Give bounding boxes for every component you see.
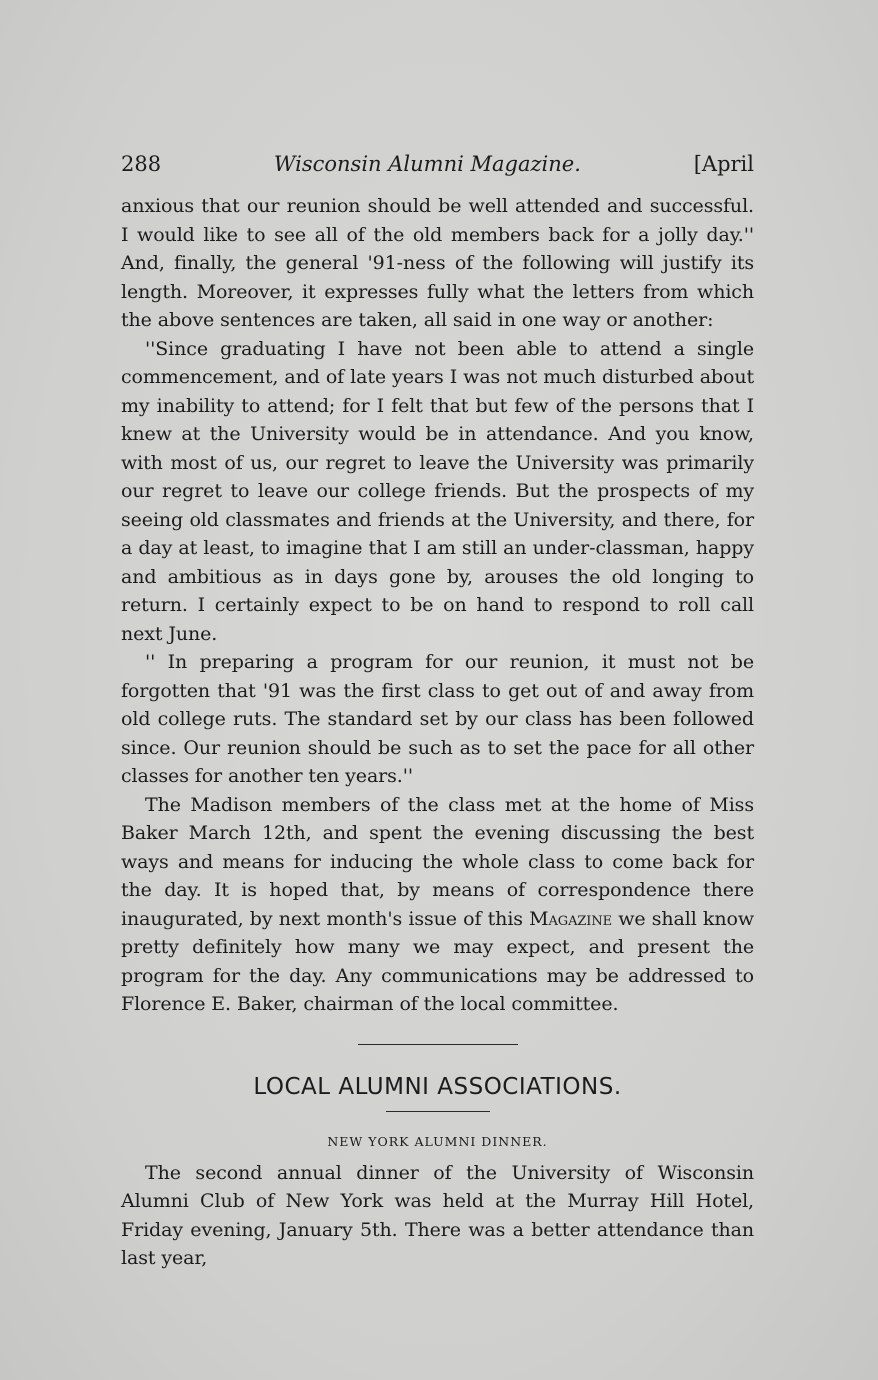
page-number: 288: [121, 152, 162, 176]
paragraph-letter-quote-2: '' In preparing a program for our reunion, it must not be forgotten that '91 was the first class to get out of and away from old college ruts. The standard set by our class has been followed since. Our reunion should be such as to set the pace for all other classes for another ten years.'': [121, 651, 754, 787]
subsection-heading: NEW YORK ALUMNI DINNER.: [327, 1133, 548, 1149]
section-heading: LOCAL ALUMNI ASSOCIATIONS.: [253, 1073, 622, 1100]
journal-title: Wisconsin Alumni Magazine.: [273, 152, 581, 176]
paragraph-madison-meeting: [121, 791, 754, 1019]
magazine-page: [121, 150, 754, 1273]
running-header: [121, 150, 754, 192]
heading-underline: [386, 1111, 490, 1112]
magazine-small-caps: Magazine: [529, 907, 613, 930]
issue-month: [April: [693, 152, 754, 176]
paragraph-continuation: anxious that our reunion should be well attended and successful. I would like to see all of the old members back for a jolly day.'' And, finally, the general '91-ness of the following will justify its length. Moreover, it expresses fully what the letters from which the above sentences are taken, all said in one way or another:: [121, 195, 754, 331]
paragraph-new-york-dinner: The second annual dinner of the University of Wisconsin Alumni Club of New York was held at the Murray Hill Hotel, Friday evening, January 5th. There was a better attendance than last year,: [121, 1161, 754, 1269]
paragraph-text-part: The Madison members of the class met at the home of Miss Baker March 12th, and spent the evening discussing the best ways and means for inducing the whole class to come back for the day. It is hoped that, by means of correspondence there inaugurated, by next month's issue of this: [121, 793, 754, 930]
paragraph-text-part: we shall know pretty definitely how many we may expect, and present the program for the day. Any communications may be addressed to Florence E. Baker, chairman of the local committee.: [121, 907, 754, 1015]
section-divider: [358, 1044, 518, 1045]
paragraph-letter-quote-1: ''Since graduating I have not been able to attend a single commencement, and of late years I was not much disturbed about my inability to attend; for I felt that but few of the persons that I knew at the University would be in attendance. And you know, with most of us, our regret to leave the University was primarily our regret to leave our college friends. But the prospects of my seeing old classmates and friends at the University, and there, for a day at least, to imagine that I am still an under-classman, happy and ambitious as in days gone by, arouses the old longing to return. I certainly expect to be on hand to respond to roll call next June.: [121, 337, 754, 645]
